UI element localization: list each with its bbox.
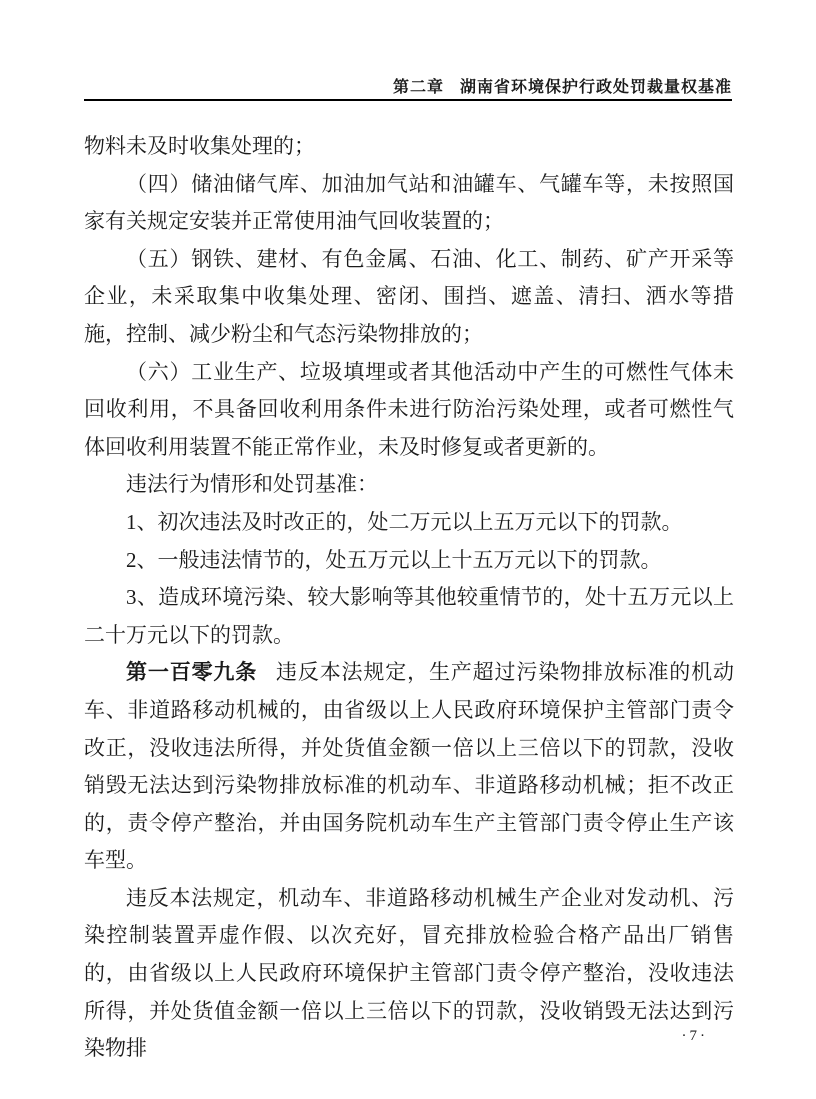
chapter-number: 第二章 [392, 79, 444, 96]
document-body [84, 128, 734, 1068]
paragraph-item-4: （四）储油储气库、加油加气站和油罐车、气罐车等，未按照国家有关规定安装并正常使用油气回收装置的； [84, 171, 734, 234]
paragraph-item-6: （六）工业生产、垃圾填埋或者其他活动中产生的可燃性气体未回收利用，不具备回收利用条件未进行防治污染处理，或者可燃性气体回收利用装置不能正常作业，未及时修复或者更新的。 [84, 359, 734, 459]
article-text: 违反本法规定，生产超过污染物排放标准的机动车、非道路移动机械的，由省级以上人民政府环境保护主管部门责令改正，没收违法所得，并处货值金额一倍以上三倍以下的罚款，没收销毁无法达到污染物排放标准的机动车、非道路移动机械；拒不改正的，责令停产整治，并由国务院机动车生产主管部门责令停止生产该车型。 [84, 660, 735, 873]
paragraph-continued: 物料未及时收集处理的； [84, 134, 315, 158]
paragraph-penalty-1: 1、初次违法及时改正的，处二万元以上五万元以下的罚款。 [126, 509, 683, 534]
paragraph-article-109 [84, 654, 734, 880]
paragraph-penalty-heading: 违法行为情形和处罚基准： [126, 472, 378, 497]
chapter-title: 湖南省环境保护行政处罚裁量权基准 [459, 79, 732, 96]
page-footer [84, 1028, 732, 1045]
page-header [84, 74, 732, 97]
header-divider-rule [84, 99, 732, 101]
paragraph-item-5: （五）钢铁、建材、有色金属、石油、化工、制药、矿产开采等企业，未采取集中收集处理、密闭、围挡、遮盖、清扫、洒水等措施，控制、减少粉尘和气态污染物排放的； [84, 246, 734, 346]
paragraph-penalty-2: 2、一般违法情节的，处五万元以上十五万元以下的罚款。 [126, 547, 662, 572]
page-number: ·7· [681, 1028, 708, 1044]
paragraph-article-109-part2: 违反本法规定，机动车、非道路移动机械生产企业对发动机、污染控制装置弄虚作假、以次充好，冒充排放检验合格产品出厂销售的，由省级以上人民政府环境保护主管部门责令停产整治，没收违法所得，并处货值金额一倍以上三倍以下的罚款，没收销毁无法达到污染物排 [84, 885, 734, 1061]
paragraph-penalty-3: 3、造成环境污染、较大影响等其他较重情节的，处十五万元以上二十万元以下的罚款。 [84, 585, 734, 647]
article-number: 第一百零九条 [126, 660, 258, 685]
